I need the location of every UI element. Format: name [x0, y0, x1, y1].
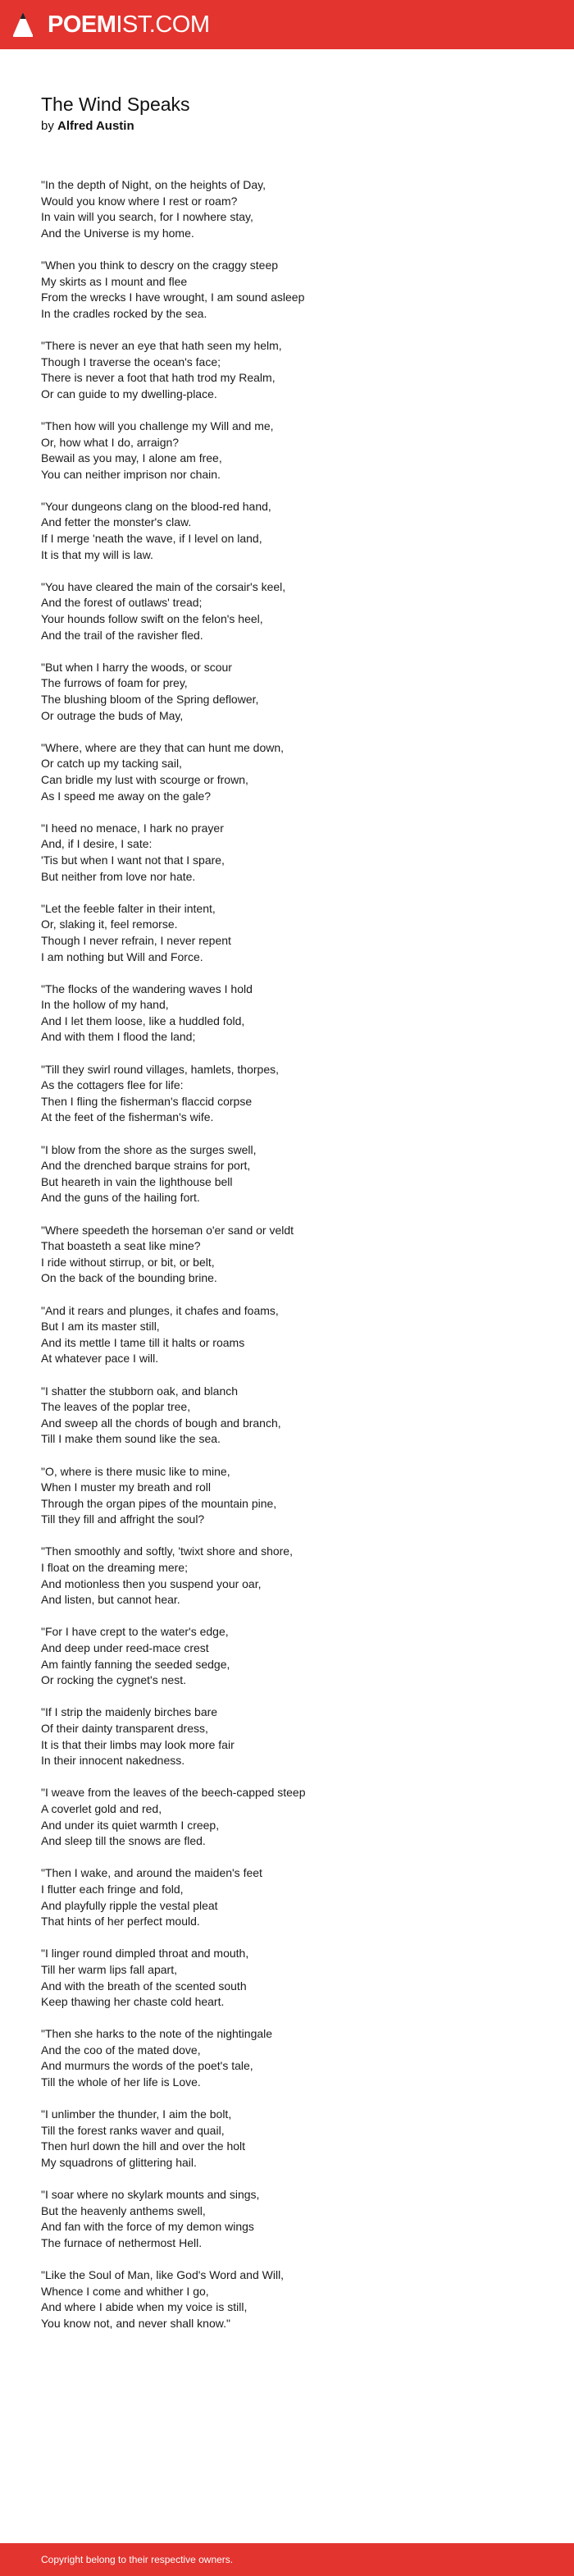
poem-line: At whatever pace I will.: [41, 1352, 159, 1366]
stanza: [41, 1624, 533, 1688]
poem-line: Or, slaking it, feel remorse.: [41, 917, 178, 931]
poem-line: It is that their limbs may look more fair: [41, 1737, 235, 1751]
poem-line: "I weave from the leaves of the beech-capped steep: [41, 1786, 306, 1800]
poem-line: And deep under reed-mace crest: [41, 1641, 209, 1655]
poem-line: And the drenched barque strains for port,: [41, 1159, 251, 1173]
poem-line: I am nothing but Will and Force.: [41, 949, 203, 963]
poem-line: "Let the feeble falter in their intent,: [41, 901, 216, 915]
poem-line: When I muster my breath and roll: [41, 1480, 211, 1494]
poem-line: I ride without stirrup, or bit, or belt,: [41, 1255, 215, 1269]
poem-line: Or rocking the cygnet's nest.: [41, 1673, 186, 1687]
poem-line: "Where speedeth the horseman o'er sand or veldt: [41, 1223, 294, 1237]
poem-line: Then I fling the fisherman's flaccid corpse: [41, 1094, 253, 1108]
stanza: [41, 2267, 533, 2331]
stanza: [41, 177, 533, 241]
poem-line: Then hurl down the hill and over the holt: [41, 2139, 246, 2153]
poem-line: Whence I come and whither I go,: [41, 2284, 209, 2298]
author-name[interactable]: Alfred Austin: [57, 119, 134, 133]
poem-line: "Then I wake, and around the maiden's feet: [41, 1866, 262, 1880]
pencil-tip-icon[interactable]: [11, 11, 34, 39]
poem-line: Or outrage the buds of May,: [41, 708, 184, 722]
poem-line: As the cottagers flee for life:: [41, 1078, 184, 1092]
stanza: [41, 258, 533, 322]
poem-line: In the hollow of my hand,: [41, 998, 169, 1012]
poem-line: It is that my will is law.: [41, 547, 153, 561]
poem-line: "The flocks of the wandering waves I hold: [41, 981, 253, 995]
stanza: [41, 419, 533, 483]
poem-byline: [41, 119, 134, 134]
poem-line: "I soar where no skylark mounts and sings,: [41, 2188, 260, 2202]
poem-line: And motionless then you suspend your oar,: [41, 1576, 262, 1590]
poem-line: "For I have crept to the water's edge,: [41, 1625, 229, 1639]
poem-line: And playfully ripple the vestal pleat: [41, 1898, 218, 1912]
poem-line: And the guns of the hailing fort.: [41, 1191, 200, 1205]
poem-line: Till they fill and affright the soul?: [41, 1512, 205, 1526]
poem-line: I flutter each fringe and fold,: [41, 1882, 184, 1896]
poem-line: "But when I harry the woods, or scour: [41, 660, 232, 674]
poem-line: And the Universe is my home.: [41, 226, 194, 240]
site-logo[interactable]: [48, 11, 210, 38]
poem-line: On the back of the bounding brine.: [41, 1271, 217, 1285]
stanza: [41, 338, 533, 402]
stanza: [41, 1946, 533, 2010]
stanza: [41, 2187, 533, 2251]
stanza: [41, 2026, 533, 2090]
poem-line: And, if I desire, I sate:: [41, 837, 153, 851]
poem-line: That boasteth a seat like mine?: [41, 1239, 201, 1253]
poem-line: And the trail of the ravisher fled.: [41, 628, 203, 642]
poem-line: Or can guide to my dwelling-place.: [41, 387, 217, 400]
poem-line: "There is never an eye that hath seen my helm,: [41, 338, 282, 352]
poem-line: "I shatter the stubborn oak, and blanch: [41, 1384, 239, 1398]
poem-line: "In the depth of Night, on the heights of Day,: [41, 178, 266, 191]
poem-line: And fetter the monster's claw.: [41, 515, 192, 529]
stanza: [41, 499, 533, 563]
stanza: [41, 1704, 533, 1768]
poem-line: "Then how will you challenge my Will and me,: [41, 419, 274, 432]
logo-rest-text: IST.COM: [116, 11, 210, 38]
poem-line: From the wrecks I have wrought, I am sound asleep: [41, 291, 305, 304]
stanza: [41, 660, 533, 724]
poem-line: My squadrons of glittering hail.: [41, 2156, 197, 2170]
poem-line: "Your dungeons clang on the blood-red hand,: [41, 499, 271, 513]
poem-line: Or catch up my tacking sail,: [41, 757, 182, 771]
poem-line: Keep thawing her chaste cold heart.: [41, 1995, 225, 2009]
stanza: [41, 1384, 533, 1448]
stanza: [41, 1865, 533, 1929]
stanza: [41, 1223, 533, 1287]
poem-line: Till the whole of her life is Love.: [41, 2075, 201, 2089]
poem-line: "Then she harks to the note of the nightingale: [41, 2027, 273, 2041]
by-label: by: [41, 119, 54, 133]
poem-line: But I am its master still,: [41, 1320, 160, 1334]
poem-line: "You have cleared the main of the corsair's keel,: [41, 579, 286, 593]
poem-line: 'Tis but when I want not that I spare,: [41, 853, 225, 867]
poem-line: The leaves of the poplar tree,: [41, 1400, 191, 1414]
poem-line: Am faintly fanning the seeded sedge,: [41, 1657, 230, 1671]
poem-body: [41, 177, 533, 2348]
stanza: [41, 901, 533, 965]
poem-line: Or, how what I do, arraign?: [41, 435, 180, 449]
poem-line: "O, where is there music like to mine,: [41, 1464, 230, 1478]
poem-line: Though I traverse the ocean's face;: [41, 355, 221, 368]
poem-line: And where I abide when my voice is still,: [41, 2300, 248, 2314]
stanza: [41, 821, 533, 885]
poem-line: And murmurs the words of the poet's tale,: [41, 2059, 253, 2073]
stanza: [41, 1062, 533, 1126]
stanza: [41, 1544, 533, 1608]
poem-line: Till her warm lips fall apart,: [41, 1962, 177, 1976]
poem-line: As I speed me away on the gale?: [41, 789, 212, 803]
site-header: [0, 0, 574, 49]
poem-line: And with the breath of the scented south: [41, 1979, 247, 1993]
poem-title: The Wind Speaks: [41, 94, 190, 115]
poem-line: But heareth in vain the lighthouse bell: [41, 1174, 233, 1188]
poem-line: But the heavenly anthems swell,: [41, 2203, 206, 2217]
poem-line: A coverlet gold and red,: [41, 1801, 162, 1815]
poem-line: Till the forest ranks waver and quail,: [41, 2123, 225, 2137]
stanza: [41, 1785, 533, 1849]
poem-line: "If I strip the maidenly birches bare: [41, 1705, 218, 1719]
poem-line: And the forest of outlaws' tread;: [41, 596, 203, 610]
stanza: [41, 1142, 533, 1206]
stanza: [41, 2107, 533, 2171]
stanza: [41, 1303, 533, 1367]
poem-line: And under its quiet warmth I creep,: [41, 1818, 220, 1832]
poem-line: And I let them loose, like a huddled fold,: [41, 1013, 245, 1027]
poem-line: In the cradles rocked by the sea.: [41, 306, 207, 320]
poem-line: The blushing bloom of the Spring deflower,: [41, 693, 259, 706]
poem-line: Till I make them sound like the sea.: [41, 1432, 221, 1446]
poem-line: And fan with the force of my demon wings: [41, 2220, 254, 2234]
poem-line: In their innocent nakedness.: [41, 1754, 185, 1768]
poem-line: "Like the Soul of Man, like God's Word and Will,: [41, 2268, 285, 2282]
poem-line: Your hounds follow swift on the felon's heel,: [41, 612, 263, 626]
stanza: [41, 579, 533, 643]
poem-line: Though I never refrain, I never repent: [41, 933, 231, 947]
poem-line: "I blow from the shore as the surges swell,: [41, 1142, 257, 1156]
poem-line: "I unlimber the thunder, I aim the bolt,: [41, 2107, 232, 2121]
poem-line: But neither from love nor hate.: [41, 869, 196, 883]
poem-line: "When you think to descry on the craggy steep: [41, 258, 279, 272]
poem-line: The furnace of nethermost Hell.: [41, 2236, 203, 2249]
poem-line: Through the organ pipes of the mountain pine,: [41, 1496, 277, 1510]
poem-line: At the feet of the fisherman's wife.: [41, 1110, 214, 1124]
poem-line: And sleep till the snows are fled.: [41, 1834, 206, 1848]
poem-line: "I heed no menace, I hark no prayer: [41, 821, 224, 835]
poem-line: You can neither imprison nor chain.: [41, 467, 221, 481]
poem-line: I float on the dreaming mere;: [41, 1561, 188, 1575]
poem-line: Would you know where I rest or roam?: [41, 194, 238, 208]
poem-line: "Till they swirl round villages, hamlets, thorpes,: [41, 1062, 280, 1076]
stanza: [41, 1464, 533, 1528]
poem-line: "I linger round dimpled throat and mouth,: [41, 1947, 249, 1961]
poem-line: In vain will you search, for I nowhere stay,: [41, 210, 253, 224]
stanza: [41, 740, 533, 804]
poem-line: If I merge 'neath the wave, if I level on land,: [41, 532, 262, 546]
site-footer: [0, 2543, 574, 2576]
poem-line: "Where, where are they that can hunt me down,: [41, 740, 285, 754]
poem-line: And with them I flood the land;: [41, 1030, 196, 1044]
poem-line: You know not, and never shall know.": [41, 2316, 230, 2330]
logo-bold-text: POEM: [48, 11, 116, 38]
copyright-text: Copyright belong to their respective owners.: [41, 2554, 234, 2565]
poem-line: My skirts as I mount and flee: [41, 274, 188, 288]
poem-line: That hints of her perfect mould.: [41, 1915, 200, 1929]
poem-line: Can bridle my lust with scourge or frown,: [41, 772, 248, 786]
poem-line: And listen, but cannot hear.: [41, 1593, 180, 1607]
poem-line: "And it rears and plunges, it chafes and foams,: [41, 1303, 279, 1317]
poem-line: The furrows of foam for prey,: [41, 676, 188, 690]
poem-line: Of their dainty transparent dress,: [41, 1722, 208, 1735]
poem-line: And the coo of the mated dove,: [41, 2043, 201, 2057]
stanza: [41, 981, 533, 1045]
poem-line: Bewail as you may, I alone am free,: [41, 451, 222, 465]
poem-line: There is never a foot that hath trod my Realm,: [41, 371, 276, 385]
poem-line: And sweep all the chords of bough and branch,: [41, 1416, 281, 1430]
poem-line: "Then smoothly and softly, 'twixt shore and shore,: [41, 1544, 293, 1558]
poem-line: And its mettle I tame till it halts or roams: [41, 1335, 245, 1349]
